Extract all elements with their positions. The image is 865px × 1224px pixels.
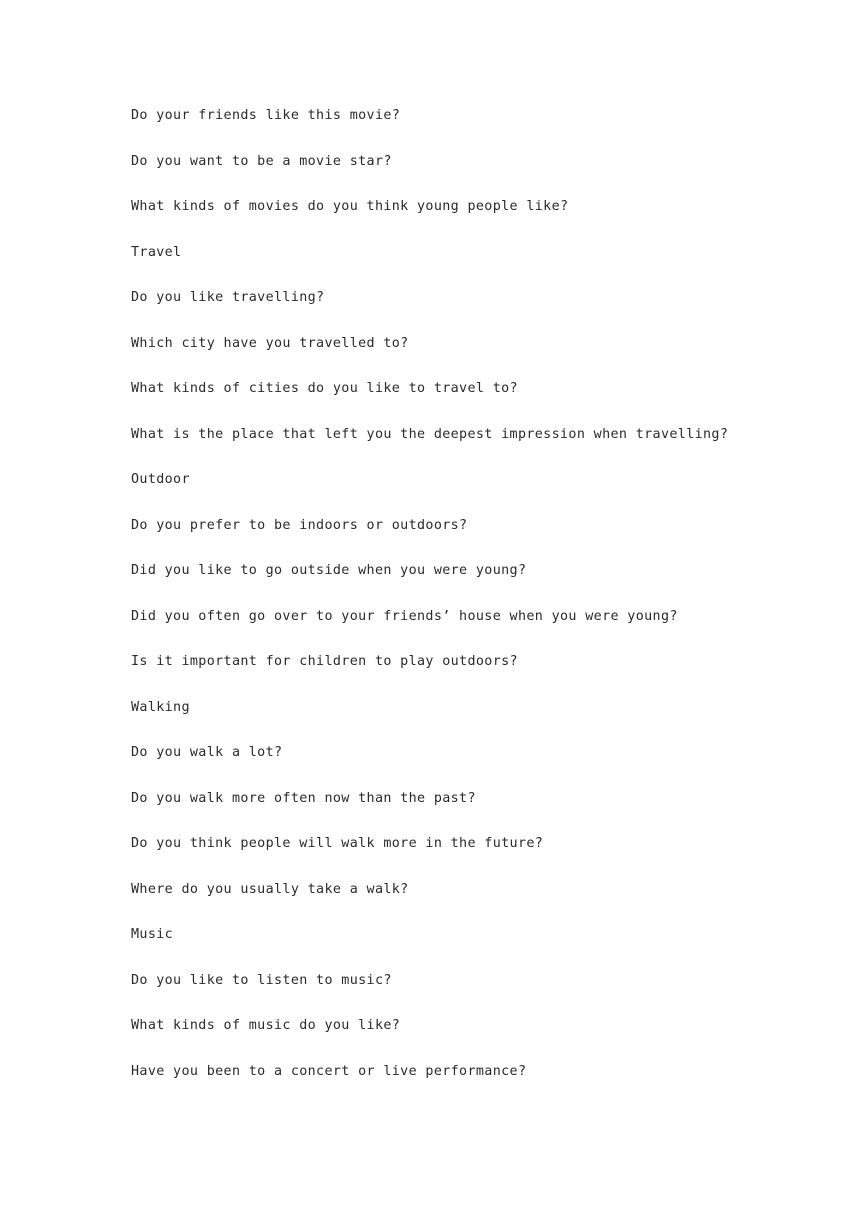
question-line: What kinds of movies do you think young people like? bbox=[131, 199, 569, 214]
question-line: What kinds of music do you like? bbox=[131, 1018, 401, 1033]
question-line: Do you like to listen to music? bbox=[131, 972, 392, 988]
question-line: Is it important for children to play outdoors? bbox=[131, 654, 518, 669]
question-line: Do you walk a lot? bbox=[131, 745, 283, 760]
question-list bbox=[131, 107, 728, 1108]
question-line: Did you like to go outside when you were young? bbox=[131, 563, 527, 578]
question-line: What kinds of cities do you like to travel to? bbox=[131, 381, 518, 396]
section-heading-walking: Walking bbox=[131, 699, 190, 715]
question-line: Do you prefer to be indoors or outdoors? bbox=[131, 517, 468, 533]
question-line: Which city have you travelled to? bbox=[131, 335, 409, 351]
question-line: Where do you usually take a walk? bbox=[131, 881, 409, 897]
section-heading-travel: Travel bbox=[131, 244, 182, 260]
question-line: Do you want to be a movie star? bbox=[131, 153, 392, 169]
question-line: Do you like travelling? bbox=[131, 290, 325, 305]
question-line: Do your friends like this movie? bbox=[131, 108, 401, 123]
question-line: Do you walk more often now than the past? bbox=[131, 790, 476, 806]
section-heading-outdoor: Outdoor bbox=[131, 472, 190, 487]
section-heading-music: Music bbox=[131, 927, 174, 942]
question-line: What is the place that left you the deepest impression when travelling? bbox=[131, 426, 729, 442]
question-line: Do you think people will walk more in the future? bbox=[131, 836, 544, 851]
question-line: Have you been to a concert or live performance? bbox=[131, 1063, 527, 1079]
question-line: Did you often go over to your friends’ house when you were young? bbox=[131, 608, 678, 624]
